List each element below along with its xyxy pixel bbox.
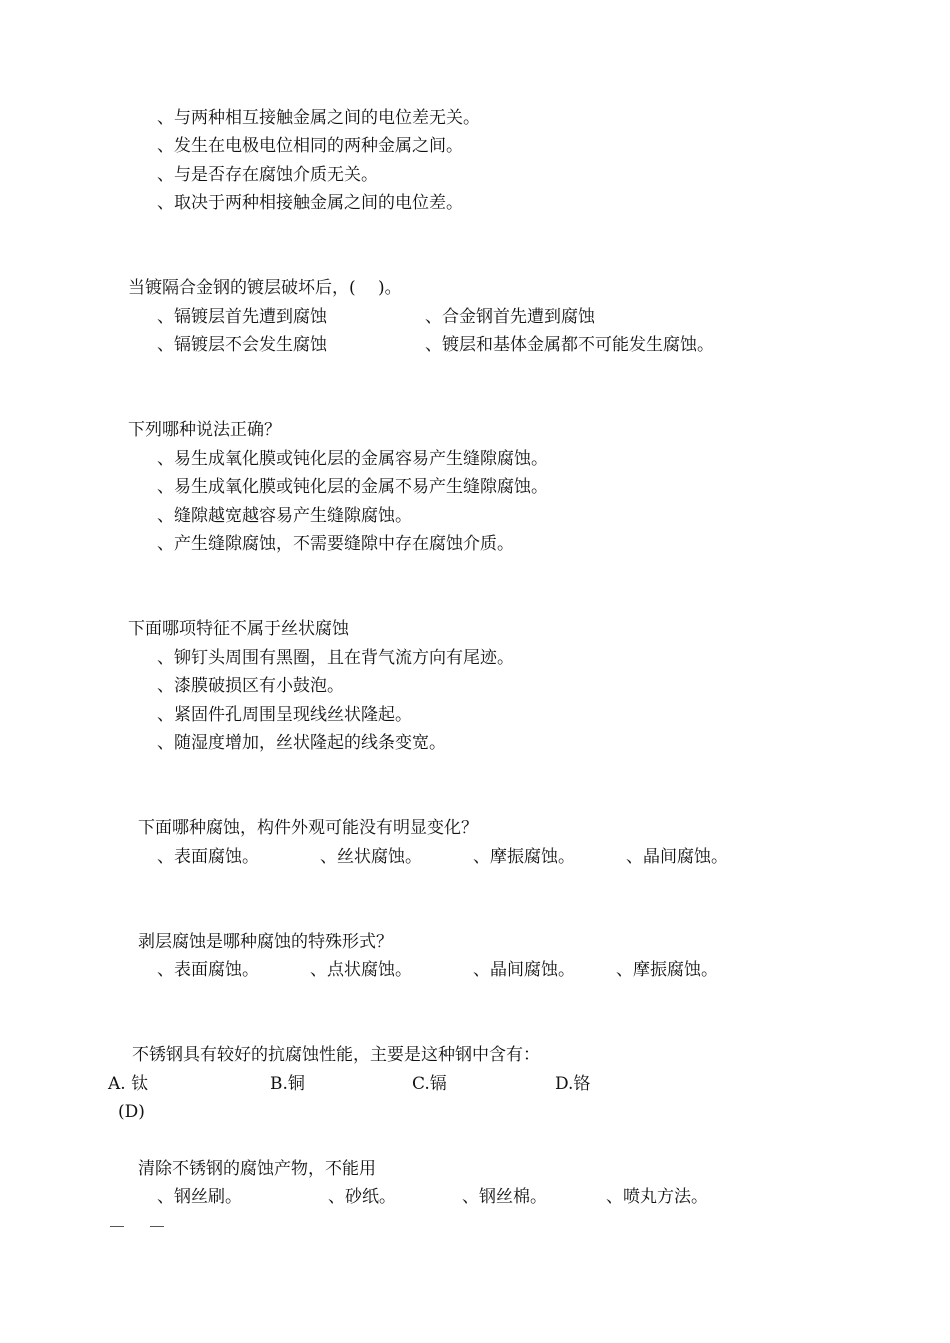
q4-stem: 下面哪项特征不属于丝状腐蚀 xyxy=(128,619,349,639)
q5-option-d: 、晶间腐蚀。 xyxy=(626,847,728,867)
q6-option-a: 、表面腐蚀。 xyxy=(157,960,259,980)
q5-option-c: 、摩振腐蚀。 xyxy=(473,847,575,867)
q3-option-b: 、易生成氧化膜或钝化层的金属不易产生缝隙腐蚀。 xyxy=(157,477,548,497)
q7-option-c: C.镉 xyxy=(412,1074,447,1094)
q6-stem: 剥层腐蚀是哪种腐蚀的特殊形式？ xyxy=(138,932,393,952)
q8-option-a: 、钢丝刷。 xyxy=(157,1187,242,1207)
q3-option-c: 、缝隙越宽越容易产生缝隙腐蚀。 xyxy=(157,506,412,526)
q8-option-b: 、砂纸。 xyxy=(328,1187,396,1207)
footer-dash-left xyxy=(110,1226,124,1227)
q2-option-d: 、镀层和基体金属都不可能发生腐蚀。 xyxy=(425,335,714,355)
q3-stem: 下列哪种说法正确？ xyxy=(128,420,281,440)
q6-option-b: 、点状腐蚀。 xyxy=(310,960,412,980)
q6-option-d: 、摩振腐蚀。 xyxy=(616,960,718,980)
q7-option-d: D.铬 xyxy=(555,1074,591,1094)
q2-stem: 当镀隔合金钢的镀层破坏后，( )。 xyxy=(128,278,402,298)
q4-option-c: 、紧固件孔周围呈现线丝状隆起。 xyxy=(157,705,412,725)
q1-option-c: 、与是否存在腐蚀介质无关。 xyxy=(157,165,378,185)
q8-stem: 清除不锈钢的腐蚀产物，不能用 xyxy=(138,1159,376,1179)
q4-option-a: 、铆钉头周围有黑圈，且在背气流方向有尾迹。 xyxy=(157,648,514,668)
footer-dash-right xyxy=(150,1226,164,1227)
q4-option-b: 、漆膜破损区有小鼓泡。 xyxy=(157,676,344,696)
q7-answer: (D) xyxy=(118,1102,145,1122)
q5-option-b: 、丝状腐蚀。 xyxy=(320,847,422,867)
q2-option-a: 、镉镀层首先遭到腐蚀 xyxy=(157,307,327,327)
q1-option-b: 、发生在电极电位相同的两种金属之间。 xyxy=(157,136,463,156)
q2-option-b: 、合金钢首先遭到腐蚀 xyxy=(425,307,595,327)
q3-option-a: 、易生成氧化膜或钝化层的金属容易产生缝隙腐蚀。 xyxy=(157,449,548,469)
q7-option-b: B.铜 xyxy=(270,1074,305,1094)
q5-option-a: 、表面腐蚀。 xyxy=(157,847,259,867)
q5-stem: 下面哪种腐蚀，构件外观可能没有明显变化？ xyxy=(138,818,478,838)
q6-option-c: 、晶间腐蚀。 xyxy=(473,960,575,980)
q3-option-d: 、产生缝隙腐蚀，不需要缝隙中存在腐蚀介质。 xyxy=(157,534,514,554)
q1-option-d: 、取决于两种相接触金属之间的电位差。 xyxy=(157,193,463,213)
q7-option-a: A. 钛 xyxy=(108,1074,149,1094)
q7-stem: 不锈钢具有较好的抗腐蚀性能，主要是这种钢中含有： xyxy=(132,1045,540,1065)
q1-option-a: 、与两种相互接触金属之间的电位差无关。 xyxy=(157,108,480,128)
q2-option-c: 、镉镀层不会发生腐蚀 xyxy=(157,335,327,355)
q4-option-d: 、随湿度增加，丝状隆起的线条变宽。 xyxy=(157,733,446,753)
q8-option-c: 、钢丝棉。 xyxy=(462,1187,547,1207)
q8-option-d: 、喷丸方法。 xyxy=(606,1187,708,1207)
